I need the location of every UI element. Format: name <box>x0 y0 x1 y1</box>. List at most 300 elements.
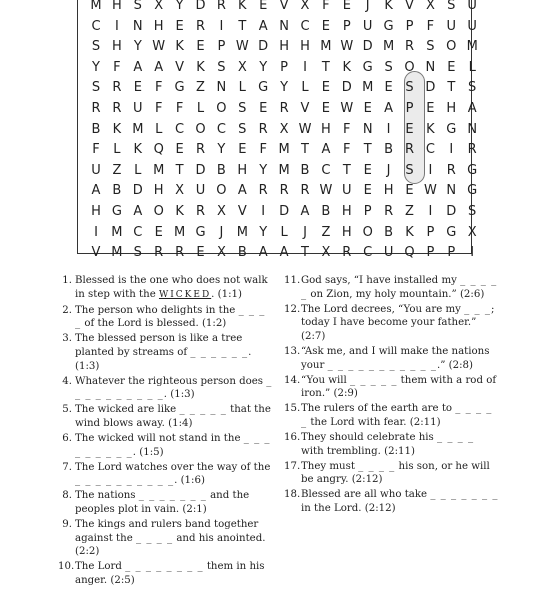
clue-number: 5. <box>62 404 72 416</box>
grid-letter: Y <box>280 80 289 96</box>
grid-letter: X <box>175 183 185 199</box>
grid-letter: H <box>153 18 164 34</box>
grid-letter: E <box>405 121 414 137</box>
grid-letter: A <box>258 18 268 34</box>
grid-letter: P <box>280 59 289 75</box>
clue-number: 14. <box>284 374 301 386</box>
grid-letter: C <box>175 121 185 137</box>
grid-letter: N <box>132 18 143 34</box>
grid-letter: B <box>300 162 310 178</box>
grid-letter: W <box>340 39 354 55</box>
grid-row <box>78 243 475 263</box>
grid-letter: R <box>300 183 310 199</box>
grid-letter: D <box>258 39 269 55</box>
grid-row <box>78 37 478 57</box>
grid-letter: L <box>468 59 476 75</box>
grid-letter: A <box>467 101 477 116</box>
grid-letter: J <box>386 162 391 178</box>
answer-blanks: _ _ _ _ _ _ <box>190 346 249 358</box>
clue-number: 2. <box>62 304 72 316</box>
grid-letter: H <box>112 39 122 55</box>
clue-number: 16. <box>284 432 301 444</box>
grid-letter: T <box>321 59 330 75</box>
grid-letter: S <box>405 162 414 178</box>
grid-row <box>78 161 478 181</box>
grid-letter: Y <box>259 224 268 240</box>
grid-letter: H <box>279 39 289 55</box>
grid-letter: M <box>236 224 248 240</box>
grid-letter: V <box>300 101 310 116</box>
clue-item <box>58 432 273 459</box>
grid-letter: T <box>363 142 372 158</box>
grid-letter: A <box>91 183 101 199</box>
grid-letter: G <box>258 80 269 96</box>
grid-letter: X <box>216 204 226 219</box>
grid-letter: E <box>321 80 330 96</box>
grid-letter: D <box>446 204 457 219</box>
clue-item <box>58 461 273 488</box>
grid-letter: V <box>91 245 101 261</box>
grid-letter: R <box>342 245 352 261</box>
clue-number: 15. <box>284 403 301 415</box>
grid-letter: Q <box>404 245 415 261</box>
grid-letter: S <box>91 80 101 96</box>
grid-letter: U <box>467 0 477 13</box>
grid-letter: W <box>340 101 354 116</box>
grid-letter: R <box>258 121 268 137</box>
clue-number: 13. <box>284 345 301 357</box>
clue-item <box>58 332 273 373</box>
grid-letter: T <box>301 142 309 158</box>
grid-letter: Z <box>321 224 331 240</box>
grid-letter: X <box>237 59 247 75</box>
grid-letter: G <box>111 204 122 219</box>
grid-letter: R <box>467 142 477 158</box>
clue-text: and the peoples plot in vain. (2:1) <box>75 490 250 515</box>
grid-letter: F <box>92 142 100 158</box>
answer-blanks: _ _ _ _ <box>135 532 174 544</box>
grid-letter: B <box>384 224 394 240</box>
grid-letter: S <box>91 39 101 55</box>
clue-text: The blessed person is like a tree planted by streams of <box>75 333 243 358</box>
grid-letter: E <box>175 18 184 34</box>
grid-letter: G <box>467 162 478 178</box>
clue-item <box>284 431 499 458</box>
grid-letter: P <box>426 224 435 240</box>
grid-letter: W <box>235 39 249 55</box>
grid-letter: S <box>426 39 435 55</box>
grid-letter: H <box>91 204 101 219</box>
grid-letter: I <box>428 204 433 219</box>
grid-letter: F <box>154 80 163 96</box>
clues-column-left <box>58 274 273 589</box>
grid-letter: M <box>278 162 290 178</box>
grid-letter: D <box>132 183 143 199</box>
grid-letter: R <box>279 183 289 199</box>
clue-text: Blessed is the one who does not walk in step with the <box>75 275 268 300</box>
grid-letter: S <box>133 0 142 13</box>
grid-letter: S <box>133 245 142 261</box>
answer-blanks: _ _ _ _ _ _ _ _ <box>125 561 204 573</box>
grid-letter: X <box>300 0 310 13</box>
grid-letter: V <box>405 0 414 13</box>
grid-letter: K <box>426 121 435 137</box>
grid-letter: A <box>133 59 143 75</box>
clue-item <box>58 403 273 430</box>
clue-text: . (1:5) <box>132 446 164 458</box>
grid-letter: M <box>320 39 332 55</box>
grid-letter: T <box>447 80 456 96</box>
grid-letter: O <box>446 39 457 55</box>
grid-letter: T <box>301 245 309 261</box>
grid-letter: N <box>362 121 373 137</box>
answer-blanks: _ _ _ _ _ <box>301 275 498 300</box>
grid-letter: P <box>405 18 414 34</box>
grid-letter: B <box>91 121 101 137</box>
grid-letter: Y <box>259 162 268 178</box>
grid-letter: S <box>238 101 247 116</box>
grid-letter: D <box>425 80 436 96</box>
clue-item <box>284 345 499 372</box>
clue-text: on Zion, my holy mountain.” (2:6) <box>307 288 485 300</box>
grid-letter: E <box>384 80 393 96</box>
grid-letter: E <box>259 101 268 116</box>
grid-letter: E <box>154 224 163 240</box>
clue-text: ; today I have become your father.” (2:7) <box>301 303 495 342</box>
grid-letter: P <box>217 39 226 55</box>
grid-letter: S <box>468 204 477 219</box>
clue-text: and his anointed. (2:2) <box>75 532 266 558</box>
clue-number: 9. <box>62 519 72 531</box>
grid-letter: G <box>195 224 206 240</box>
grid-letter: L <box>238 80 246 96</box>
word-search-grid <box>77 0 478 261</box>
clue-text: of the Lord is blessed. (1:2) <box>81 318 227 330</box>
answer-blanks: _ _ _ _ _ <box>301 403 493 428</box>
grid-letter: H <box>341 224 352 240</box>
grid-row <box>78 202 477 222</box>
grid-letter: O <box>153 204 164 219</box>
grid-letter: L <box>155 121 163 137</box>
grid-letter: X <box>154 0 164 13</box>
grid-letter: R <box>258 183 268 199</box>
grid-letter: X <box>467 224 477 240</box>
grid-letter: U <box>446 18 457 34</box>
answer-blanks: _ _ _ _ _ _ _ <box>138 490 207 502</box>
clue-text: them with a rod of iron.” (2:9) <box>301 374 497 400</box>
grid-letter: U <box>133 101 143 116</box>
grid-letter: R <box>216 0 226 13</box>
grid-letter: E <box>342 0 351 13</box>
grid-letter: J <box>219 224 224 240</box>
grid-row <box>78 223 477 243</box>
clue-text: The wicked will not stand in the <box>75 433 244 445</box>
grid-letter: F <box>343 142 351 158</box>
grid-letter: A <box>154 59 164 75</box>
grid-letter: V <box>279 0 289 13</box>
clue-text: in the Lord. (2:12) <box>301 503 396 514</box>
grid-letter: N <box>425 59 436 75</box>
grid-letter: A <box>279 245 289 261</box>
grid-letter: R <box>91 101 101 116</box>
grid-letter: E <box>447 59 456 75</box>
clue-text: them in his anger. (2:5) <box>75 561 265 586</box>
clue-item <box>284 303 499 344</box>
grid-letter: P <box>405 101 414 116</box>
grid-letter: I <box>219 18 224 34</box>
grid-letter: L <box>280 224 288 240</box>
grid-letter: K <box>133 142 143 158</box>
grid-letter: E <box>426 101 435 116</box>
grid-letter: Z <box>405 204 414 219</box>
answer-blanks: _ _ _ _ <box>358 460 396 472</box>
grid-letter: B <box>384 142 394 158</box>
grid-letter: C <box>425 142 435 158</box>
clue-item <box>284 488 499 515</box>
clue-text: his son, or he will be angry. (2:12) <box>301 460 490 486</box>
grid-letter: F <box>154 101 163 116</box>
grid-letter: R <box>195 204 206 219</box>
grid-row <box>78 0 477 16</box>
clue-number: 18. <box>284 489 301 501</box>
grid-letter: P <box>363 204 372 219</box>
clue-item <box>58 489 273 516</box>
clue-text: The Lord <box>75 561 126 573</box>
grid-letter: R <box>195 18 206 34</box>
grid-letter: K <box>196 59 205 75</box>
answer-blanks: _ _ _ _ _ _ _ _ _ _ _ <box>327 359 437 371</box>
grid-row <box>78 140 477 160</box>
clue-item <box>58 274 273 302</box>
grid-letter: E <box>321 18 330 34</box>
grid-letter: N <box>446 183 457 199</box>
grid-letter: K <box>175 39 184 55</box>
grid-letter: H <box>112 0 122 13</box>
clue-number: 7. <box>62 461 72 473</box>
clue-number: 8. <box>62 490 72 502</box>
grid-letter: C <box>91 18 101 34</box>
grid-letter: W <box>152 39 166 55</box>
grid-letter: F <box>426 18 435 34</box>
grid-letter: J <box>303 224 307 240</box>
grid-letter: A <box>133 204 143 219</box>
grid-letter: S <box>384 59 393 75</box>
grid-letter: A <box>384 101 394 116</box>
grid-row <box>78 78 477 98</box>
example-answer: WICKED <box>158 289 212 300</box>
grid-letter: F <box>322 0 330 13</box>
grid-letter: A <box>321 142 331 158</box>
answer-blanks: _ _ _ _ _ _ _ _ _ _ <box>75 475 175 487</box>
grid-letter: G <box>362 59 373 75</box>
grid-letter: Z <box>196 80 205 96</box>
clue-text: The person who delights in the <box>75 304 239 316</box>
answer-blanks: _ _ _ _ _ _ _ <box>430 489 499 501</box>
grid-letter: O <box>216 183 227 199</box>
clue-number: 1. <box>62 275 72 286</box>
clue-item <box>284 374 499 401</box>
clue-number: 10. <box>58 561 75 573</box>
grid-letter: L <box>134 162 142 178</box>
clue-item <box>284 274 499 301</box>
clue-text: “Ask me, and I will make the nations your <box>301 345 490 371</box>
grid-letter: L <box>301 80 309 96</box>
grid-letter: R <box>404 142 415 158</box>
grid-letter: O <box>195 121 206 137</box>
grid-letter: H <box>321 121 331 137</box>
grid-letter: M <box>173 224 186 240</box>
grid-letter: U <box>342 183 352 199</box>
grid-letter: F <box>343 121 351 137</box>
clue-number: 11. <box>284 275 301 286</box>
clue-number: 12. <box>284 303 301 315</box>
clue-text: Blessed are all who take <box>301 489 431 501</box>
grid-letter: N <box>216 80 227 96</box>
grid-letter: W <box>319 183 333 199</box>
clue-text: The Lord watches over the way of the <box>75 461 271 473</box>
grid-letter: U <box>467 18 477 34</box>
grid-letter: R <box>112 80 122 96</box>
grid-letter: I <box>303 59 307 75</box>
clue-text: .” (2:8) <box>436 359 474 371</box>
grid-letter: G <box>446 224 457 240</box>
grid-letter: I <box>114 18 119 34</box>
grid-letter: H <box>341 204 352 219</box>
grid-letter: H <box>383 183 394 199</box>
grid-letter: B <box>216 162 226 178</box>
grid-letter: R <box>175 245 185 261</box>
grid-letter: B <box>237 245 247 261</box>
grid-letter: B <box>321 204 331 219</box>
clue-text: with trembling. (2:11) <box>301 445 415 457</box>
grid-letter: M <box>466 39 478 55</box>
answer-blanks: _ _ _ _ <box>437 432 475 444</box>
grid-letter: S <box>405 80 414 96</box>
grid-letter: N <box>279 18 289 34</box>
grid-letter: W <box>423 183 437 199</box>
grid-letter: Q <box>153 142 164 158</box>
grid-row <box>78 17 477 37</box>
clue-number: 3. <box>62 333 72 345</box>
grid-letter: G <box>383 18 394 34</box>
grid-letter: E <box>196 245 205 261</box>
grid-letter: T <box>238 18 247 34</box>
grid-row <box>78 181 478 201</box>
grid-letter: M <box>132 121 144 137</box>
grid-letter: S <box>447 0 456 13</box>
grid-letter: U <box>362 18 373 34</box>
clue-item <box>58 375 273 402</box>
clue-number: 6. <box>62 433 72 445</box>
clue-item <box>284 402 499 429</box>
grid-letter: X <box>216 245 226 261</box>
grid-letter: I <box>428 162 433 178</box>
grid-letter: Y <box>259 59 268 75</box>
grid-letter: D <box>362 39 373 55</box>
grid-letter: E <box>175 142 184 158</box>
clue-number: 4. <box>62 375 72 387</box>
grid-letter: F <box>113 59 121 75</box>
grid-letter: E <box>363 162 372 178</box>
grid-letter: X <box>425 0 435 13</box>
grid-letter: J <box>365 0 370 13</box>
grid-letter: X <box>321 245 331 261</box>
grid-letter: Y <box>133 39 142 55</box>
grid-letter: P <box>447 245 456 261</box>
grid-letter: O <box>404 59 415 75</box>
grid-letter: S <box>238 121 247 137</box>
grid-letter: C <box>133 224 143 240</box>
grid-letter: M <box>90 0 102 13</box>
clue-item <box>58 560 273 587</box>
grid-letter: C <box>321 162 331 178</box>
grid-letter: O <box>362 224 373 240</box>
clue-text: . (1:6) <box>174 475 205 487</box>
clue-text: “You will <box>301 374 350 386</box>
answer-blanks: _ _ _ <box>464 303 491 315</box>
clues-column-right <box>284 274 499 517</box>
grid-letter: K <box>384 0 393 13</box>
grid-letter: K <box>112 121 122 137</box>
clue-item <box>58 518 273 559</box>
answer-blanks: _ _ _ _ _ <box>350 374 398 386</box>
grid-letter: C <box>216 121 226 137</box>
grid-letter: M <box>153 162 165 178</box>
grid-letter: R <box>154 245 164 261</box>
answer-blanks: _ _ _ _ _ _ _ _ _ <box>75 433 271 458</box>
grid-letter: A <box>300 204 310 219</box>
grid-letter: E <box>133 80 142 96</box>
grid-letter: S <box>217 59 226 75</box>
clue-item <box>58 304 273 331</box>
grid-letter: Z <box>112 162 122 178</box>
grid-letter: S <box>468 80 477 96</box>
grid-letter: M <box>111 224 123 240</box>
clue-number: 17. <box>284 460 301 472</box>
grid-letter: M <box>278 142 290 158</box>
grid-letter: A <box>237 183 247 199</box>
grid-letter: I <box>386 121 391 137</box>
grid-letter: O <box>216 101 227 116</box>
grid-letter: K <box>342 59 352 75</box>
grid-letter: L <box>196 101 205 116</box>
answer-blanks: _ _ _ _ _ _ _ _ _ _ <box>75 375 273 401</box>
grid-letter: C <box>300 18 310 34</box>
grid-letter: F <box>175 101 184 116</box>
grid-row <box>78 99 477 119</box>
grid-letter: H <box>237 162 248 178</box>
grid-letter: U <box>383 245 394 261</box>
grid-letter: G <box>446 121 457 137</box>
grid-letter: R <box>384 204 394 219</box>
grid-letter: P <box>342 18 351 34</box>
grid-letter: M <box>382 39 395 55</box>
grid-letter: M <box>362 80 374 96</box>
clue-text: that the wind blows away. (1:4) <box>75 404 271 429</box>
grid-letter: W <box>298 121 312 137</box>
grid-letter: E <box>238 142 247 158</box>
grid-letter: G <box>174 80 185 96</box>
grid-letter: K <box>175 204 184 219</box>
grid-letter: T <box>175 162 184 178</box>
grid-letter: E <box>363 183 372 199</box>
grid-row <box>78 58 476 78</box>
grid-letter: E <box>259 0 268 13</box>
grid-letter: V <box>175 59 185 75</box>
grid-letter: G <box>467 183 478 199</box>
grid-letter: E <box>196 39 205 55</box>
clue-text: The kings and rulers band together against the <box>75 519 259 544</box>
